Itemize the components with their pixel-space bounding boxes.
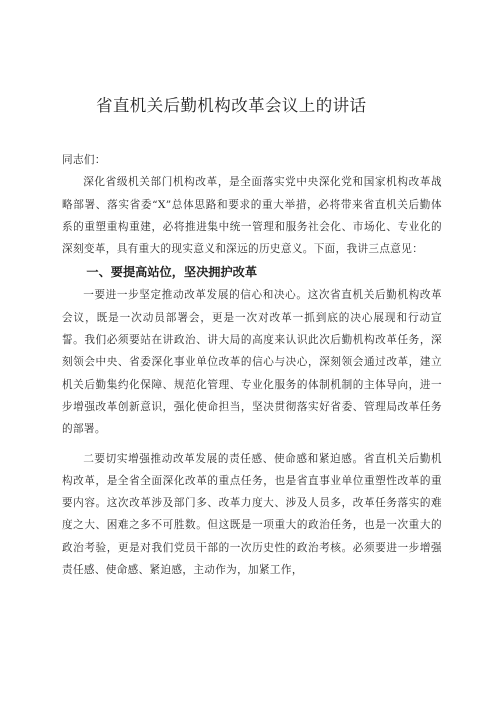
- body-paragraph-1: 一要进一步坚定推动改革发展的信心和决心。这次省直机关后勤机构改革会议，既是一次动员部署会，更是一次对改革一抓到底的决心展现和行动宣誓。我们必须要站在讲政治、讲大局的高度来认识此次后勤机构改革任务，深刻领会中央、省委深化事业单位改革的信心与决心，深刻领会通过改革，建立机关后勤集约化保障、规范化管理、专业化服务的体制机制的主体导向，进一步增强改革创新意识，强化使命担当，坚决贯彻落实好省委、管理局改革任务的部署。: [62, 289, 442, 436]
- section-heading-1: 一、要提高站位，坚决拥护改革: [86, 265, 258, 280]
- salutation: 同志们：: [62, 154, 106, 166]
- intro-paragraph: 深化省级机关部门机构改革，是全面落实党中央深化党和国家机构改革战略部署、落实省委“X”总体思路和要求的重大举措，必将带来省直机关后勤体系的重塑重构重建，必将推进集中统一管理和服务社会化、市场化、专业化的深刻变革，具有重大的现实意义和深远的历史意义。下面，我讲三点意见：: [62, 176, 442, 256]
- body-paragraph-2: 二要切实增强推动改革发展的责任感、使命感和紧迫感。省直机关后勤机构改革，是全省全面深化改革的重点任务，也是省直事业单位重塑性改革的重要内容。这次改革涉及部门多、改革力度大、涉及人员多，改革任务落实的难度之大、困难之多不可胜数。但这既是一项重大的政治任务，也是一次重大的政治考验，更是对我们党员干部的一次历史性的政治考核。必须要进一步增强责任感、使命感、紧迫感，主动作为，加紧工作，: [62, 452, 442, 577]
- document-title: 省直机关后勤机构改革会议上的讲话: [96, 96, 367, 115]
